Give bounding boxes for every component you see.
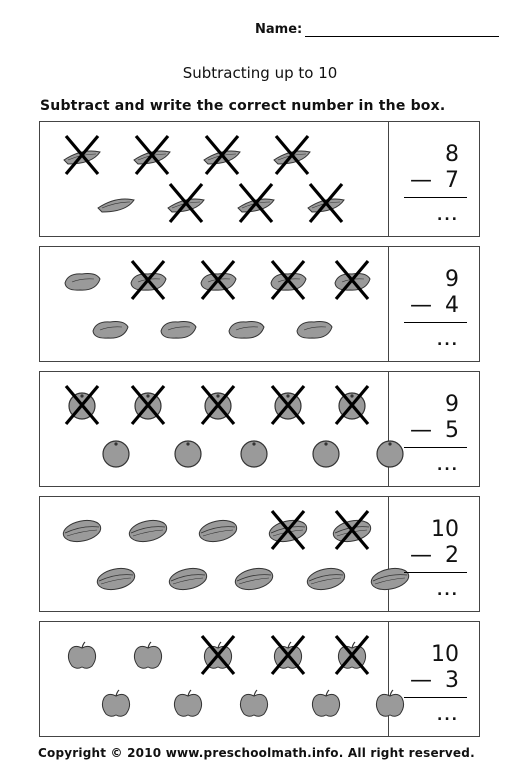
equation-rule xyxy=(404,572,467,573)
orange-icon xyxy=(168,440,208,468)
apple-icon xyxy=(306,690,346,718)
banana-icon xyxy=(132,142,172,170)
problem-box xyxy=(39,496,480,612)
problem-box xyxy=(39,246,480,362)
problem-box xyxy=(39,371,480,487)
starfruit-icon xyxy=(168,565,208,593)
papaya-icon xyxy=(62,267,102,295)
starfruit-icon xyxy=(332,517,372,545)
apple-icon xyxy=(332,642,372,670)
minuend: 8 xyxy=(445,142,459,167)
minus-sign: — xyxy=(410,543,432,568)
fruit-picture-area xyxy=(40,622,389,736)
cross-mark-icon xyxy=(268,517,308,545)
equation-area xyxy=(388,622,481,736)
cross-mark-icon xyxy=(332,642,372,670)
papaya-icon xyxy=(90,315,130,343)
cross-mark-icon xyxy=(62,142,102,170)
starfruit-icon xyxy=(62,517,102,545)
orange-icon xyxy=(332,392,372,420)
orange-icon xyxy=(306,440,346,468)
cross-mark-icon xyxy=(132,142,172,170)
banana-icon xyxy=(62,142,102,170)
answer-field[interactable]: ... xyxy=(437,333,459,349)
banana-icon xyxy=(166,190,206,218)
starfruit-icon xyxy=(234,565,274,593)
cross-mark-icon xyxy=(306,190,346,218)
subtrahend: 2 xyxy=(445,543,459,568)
cross-mark-icon xyxy=(166,190,206,218)
papaya-icon xyxy=(294,315,334,343)
equation-area xyxy=(388,247,481,361)
apple-icon xyxy=(268,642,308,670)
cross-mark-icon xyxy=(268,642,308,670)
orange-icon xyxy=(96,440,136,468)
subtrahend: 7 xyxy=(445,168,459,193)
fruit-picture-area xyxy=(40,247,389,361)
problem-box xyxy=(39,621,480,737)
banana-icon xyxy=(202,142,242,170)
orange-icon xyxy=(198,392,238,420)
subtrahend: 4 xyxy=(445,293,459,318)
orange-icon xyxy=(234,440,274,468)
cross-mark-icon xyxy=(198,392,238,420)
banana-icon xyxy=(272,142,312,170)
minus-sign: — xyxy=(410,293,432,318)
apple-icon xyxy=(168,690,208,718)
starfruit-icon xyxy=(306,565,346,593)
cross-mark-icon xyxy=(332,392,372,420)
starfruit-icon xyxy=(128,517,168,545)
papaya-icon xyxy=(158,315,198,343)
minus-sign: — xyxy=(410,168,432,193)
copyright: Copyright © 2010 www.preschoolmath.info. All right reserved. xyxy=(38,746,475,760)
papaya-icon xyxy=(268,267,308,295)
papaya-icon xyxy=(226,315,266,343)
cross-mark-icon xyxy=(202,142,242,170)
papaya-icon xyxy=(198,267,238,295)
equation-area xyxy=(388,372,481,486)
fruit-picture-area xyxy=(40,372,389,486)
papaya-icon xyxy=(128,267,168,295)
cross-mark-icon xyxy=(128,392,168,420)
subtrahend: 3 xyxy=(445,668,459,693)
equation-area xyxy=(388,122,481,236)
cross-mark-icon xyxy=(198,642,238,670)
worksheet-title: Subtracting up to 10 xyxy=(182,64,338,82)
cross-mark-icon xyxy=(272,142,312,170)
banana-icon xyxy=(96,190,136,218)
answer-field[interactable]: ... xyxy=(437,458,459,474)
equation-rule xyxy=(404,447,467,448)
equation-area xyxy=(388,497,481,611)
name-label: Name: xyxy=(255,22,303,37)
cross-mark-icon xyxy=(128,267,168,295)
starfruit-icon xyxy=(268,517,308,545)
cross-mark-icon xyxy=(332,517,372,545)
apple-icon xyxy=(128,642,168,670)
subtrahend: 5 xyxy=(445,418,459,443)
banana-icon xyxy=(306,190,346,218)
orange-icon xyxy=(268,392,308,420)
papaya-icon xyxy=(332,267,372,295)
equation-rule xyxy=(404,197,467,198)
apple-icon xyxy=(198,642,238,670)
starfruit-icon xyxy=(96,565,136,593)
cross-mark-icon xyxy=(268,392,308,420)
apple-icon xyxy=(62,642,102,670)
minus-sign: — xyxy=(410,668,432,693)
problem-box xyxy=(39,121,480,237)
answer-field[interactable]: ... xyxy=(437,583,459,599)
fruit-picture-area xyxy=(40,497,389,611)
answer-field[interactable]: ... xyxy=(437,208,459,224)
cross-mark-icon xyxy=(332,267,372,295)
cross-mark-icon xyxy=(62,392,102,420)
minus-sign: — xyxy=(410,418,432,443)
equation-rule xyxy=(404,697,467,698)
cross-mark-icon xyxy=(268,267,308,295)
name-field[interactable] xyxy=(305,36,499,37)
banana-icon xyxy=(236,190,276,218)
answer-field[interactable]: ... xyxy=(437,708,459,724)
equation-rule xyxy=(404,322,467,323)
orange-icon xyxy=(128,392,168,420)
minuend: 9 xyxy=(445,267,459,292)
cross-mark-icon xyxy=(236,190,276,218)
fruit-picture-area xyxy=(40,122,389,236)
orange-icon xyxy=(62,392,102,420)
minuend: 9 xyxy=(445,392,459,417)
apple-icon xyxy=(96,690,136,718)
apple-icon xyxy=(234,690,274,718)
minuend: 10 xyxy=(431,517,459,542)
minuend: 10 xyxy=(431,642,459,667)
cross-mark-icon xyxy=(198,267,238,295)
starfruit-icon xyxy=(198,517,238,545)
instructions: Subtract and write the correct number in the box. xyxy=(40,98,446,114)
